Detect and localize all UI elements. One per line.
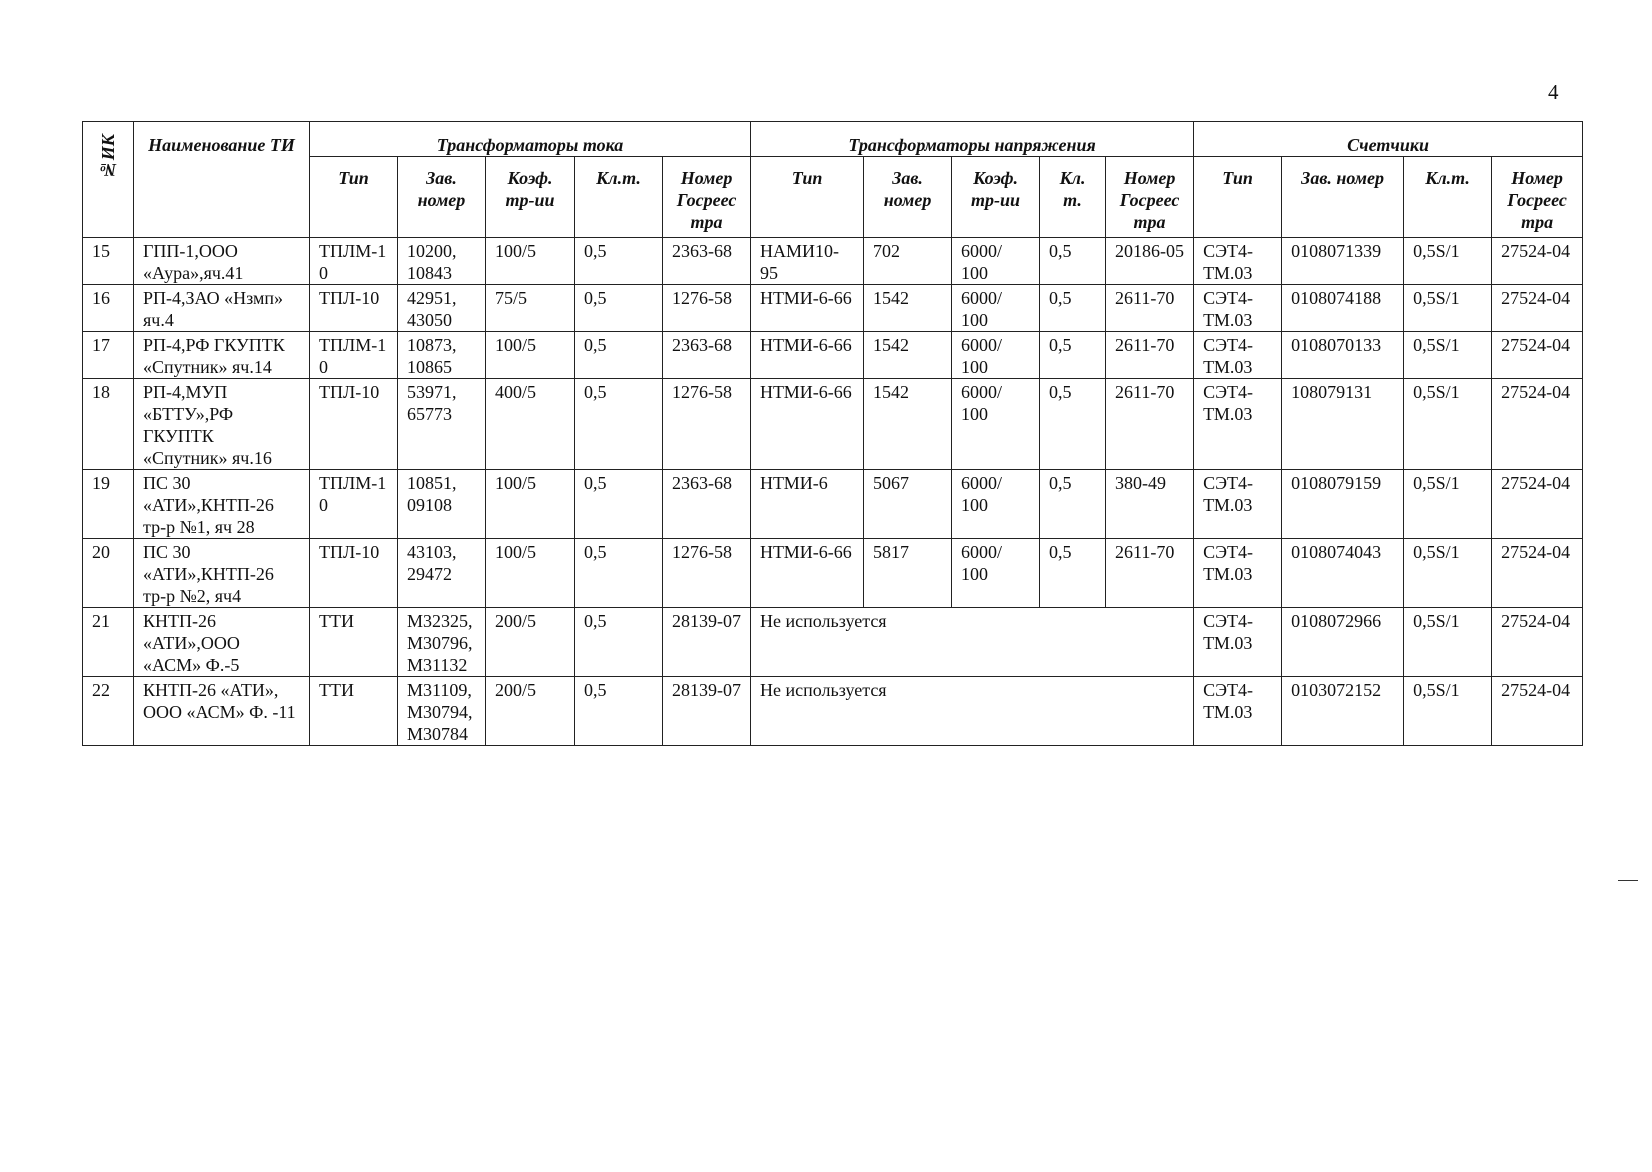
cell-tn-registry: 2611-70 xyxy=(1106,285,1194,332)
header-meter-class: Кл.т. xyxy=(1404,157,1492,238)
header-tn-class: Кл. т. xyxy=(1040,157,1106,238)
cell-meter-serial: 108079131 xyxy=(1282,379,1404,470)
cell-tt-ratio: 100/5 xyxy=(486,332,575,379)
cell-meter-class: 0,5S/1 xyxy=(1404,379,1492,470)
cell-nik: 22 xyxy=(83,677,134,746)
edge-mark xyxy=(1618,880,1638,881)
page-number: 4 xyxy=(1548,80,1559,104)
cell-nik: 18 xyxy=(83,379,134,470)
cell-tn-serial: 5817 xyxy=(864,539,952,608)
cell-tt-registry: 2363-68 xyxy=(663,332,751,379)
cell-nik: 15 xyxy=(83,238,134,285)
cell-meter-serial: 0108070133 xyxy=(1282,332,1404,379)
cell-meter-registry: 27524-04 xyxy=(1492,285,1583,332)
cell-meter-type: СЭТ4-ТМ.03 xyxy=(1194,238,1282,285)
cell-tt-class: 0,5 xyxy=(575,238,663,285)
cell-nik: 21 xyxy=(83,608,134,677)
cell-meter-type: СЭТ4-ТМ.03 xyxy=(1194,332,1282,379)
cell-meter-registry: 27524-04 xyxy=(1492,238,1583,285)
cell-nik: 19 xyxy=(83,470,134,539)
header-tn-type: Тип xyxy=(751,157,864,238)
cell-meter-class: 0,5S/1 xyxy=(1404,238,1492,285)
cell-meter-type: СЭТ4-ТМ.03 xyxy=(1194,677,1282,746)
cell-meter-type: СЭТ4-ТМ.03 xyxy=(1194,379,1282,470)
header-name: Наименование ТИ xyxy=(134,122,310,238)
cell-tn-ratio: 6000/ 100 xyxy=(952,379,1040,470)
cell-meter-registry: 27524-04 xyxy=(1492,332,1583,379)
header-meter-type: Тип xyxy=(1194,157,1282,238)
table-row xyxy=(83,238,1583,285)
table-row xyxy=(83,608,1583,677)
cell-meter-serial: 0108074188 xyxy=(1282,285,1404,332)
cell-meter-registry: 27524-04 xyxy=(1492,539,1583,608)
cell-tn-class: 0,5 xyxy=(1040,332,1106,379)
cell-tn-type: НТМИ-6-66 xyxy=(751,539,864,608)
cell-tt-ratio: 200/5 xyxy=(486,677,575,746)
cell-meter-serial: 0108074043 xyxy=(1282,539,1404,608)
cell-tt-class: 0,5 xyxy=(575,379,663,470)
cell-meter-serial: 0108071339 xyxy=(1282,238,1404,285)
header-group-meters: Счетчики xyxy=(1194,122,1583,157)
cell-tt-ratio: 200/5 xyxy=(486,608,575,677)
header-row-groups xyxy=(83,122,1583,157)
cell-tt-type: ТПЛМ-10 xyxy=(310,470,398,539)
cell-tn-not-used: Не используется xyxy=(751,677,1194,746)
cell-tn-not-used: Не используется xyxy=(751,608,1194,677)
cell-tn-class: 0,5 xyxy=(1040,470,1106,539)
cell-meter-type: СЭТ4-ТМ.03 xyxy=(1194,285,1282,332)
header-tt-serial: Зав. номер xyxy=(398,157,486,238)
header-group-voltage-transformers: Трансформаторы напряжения xyxy=(751,122,1194,157)
cell-tn-serial: 5067 xyxy=(864,470,952,539)
cell-tt-type: ТТИ xyxy=(310,608,398,677)
cell-meter-class: 0,5S/1 xyxy=(1404,539,1492,608)
cell-tt-class: 0,5 xyxy=(575,608,663,677)
metering-table xyxy=(82,121,1583,746)
cell-meter-serial: 0108079159 xyxy=(1282,470,1404,539)
header-tt-ratio: Коэф. тр-ии xyxy=(486,157,575,238)
cell-tt-registry: 1276-58 xyxy=(663,539,751,608)
cell-meter-serial: 0108072966 xyxy=(1282,608,1404,677)
header-tt-class: Кл.т. xyxy=(575,157,663,238)
cell-tt-type: ТПЛ-10 xyxy=(310,285,398,332)
cell-meter-class: 0,5S/1 xyxy=(1404,608,1492,677)
cell-tt-serial: 53971, 65773 xyxy=(398,379,486,470)
table-row xyxy=(83,285,1583,332)
cell-tt-serial: 10200, 10843 xyxy=(398,238,486,285)
table-row xyxy=(83,379,1583,470)
cell-name: ПС 30 «АТИ»,КНТП-26 тр-р №2, яч4 xyxy=(134,539,310,608)
cell-tt-registry: 28139-07 xyxy=(663,677,751,746)
cell-name: РП-4,ЗАО «Нзмп» яч.4 xyxy=(134,285,310,332)
cell-name: РП-4,РФ ГКУПТК «Спутник» яч.14 xyxy=(134,332,310,379)
cell-nik: 16 xyxy=(83,285,134,332)
table-row xyxy=(83,470,1583,539)
cell-tt-class: 0,5 xyxy=(575,332,663,379)
cell-nik: 20 xyxy=(83,539,134,608)
cell-name: ГПП-1,ООО «Аура»,яч.41 xyxy=(134,238,310,285)
cell-nik: 17 xyxy=(83,332,134,379)
cell-tn-type: НТМИ-6-66 xyxy=(751,285,864,332)
cell-tn-type: НТМИ-6-66 xyxy=(751,332,864,379)
cell-tt-type: ТПЛ-10 xyxy=(310,379,398,470)
cell-tn-registry: 380-49 xyxy=(1106,470,1194,539)
cell-meter-type: СЭТ4-ТМ.03 xyxy=(1194,608,1282,677)
cell-tn-registry: 2611-70 xyxy=(1106,332,1194,379)
header-group-current-transformers: Трансформаторы тока xyxy=(310,122,751,157)
cell-tt-registry: 2363-68 xyxy=(663,470,751,539)
cell-tn-type: НАМИ10-95 xyxy=(751,238,864,285)
cell-tt-class: 0,5 xyxy=(575,470,663,539)
cell-tt-ratio: 100/5 xyxy=(486,238,575,285)
cell-tt-serial: 10851, 09108 xyxy=(398,470,486,539)
cell-tn-ratio: 6000/ 100 xyxy=(952,470,1040,539)
table-row xyxy=(83,539,1583,608)
cell-tt-serial: М31109, М30794, М30784 xyxy=(398,677,486,746)
cell-tt-type: ТПЛМ-10 xyxy=(310,332,398,379)
cell-tt-serial: 43103, 29472 xyxy=(398,539,486,608)
header-meter-registry: Номер Госреес тра xyxy=(1492,157,1583,238)
cell-tt-class: 0,5 xyxy=(575,285,663,332)
cell-tt-ratio: 100/5 xyxy=(486,470,575,539)
cell-tn-ratio: 6000/ 100 xyxy=(952,539,1040,608)
cell-tn-ratio: 6000/ 100 xyxy=(952,332,1040,379)
cell-tt-registry: 28139-07 xyxy=(663,608,751,677)
cell-tn-serial: 1542 xyxy=(864,285,952,332)
cell-tn-class: 0,5 xyxy=(1040,285,1106,332)
cell-tt-serial: М32325, М30796, М31132 xyxy=(398,608,486,677)
cell-meter-type: СЭТ4-ТМ.03 xyxy=(1194,470,1282,539)
cell-tt-serial: 42951, 43050 xyxy=(398,285,486,332)
cell-meter-class: 0,5S/1 xyxy=(1404,285,1492,332)
header-nik: №ИК xyxy=(83,122,134,238)
cell-tn-registry: 2611-70 xyxy=(1106,379,1194,470)
cell-tt-type: ТТИ xyxy=(310,677,398,746)
cell-name: КНТП-26 «АТИ», ООО «АСМ» Ф. -11 xyxy=(134,677,310,746)
table-row xyxy=(83,332,1583,379)
cell-meter-serial: 0103072152 xyxy=(1282,677,1404,746)
cell-tn-type: НТМИ-6 xyxy=(751,470,864,539)
header-meter-serial: Зав. номер xyxy=(1282,157,1404,238)
cell-tt-registry: 2363-68 xyxy=(663,238,751,285)
cell-meter-type: СЭТ4-ТМ.03 xyxy=(1194,539,1282,608)
cell-meter-registry: 27524-04 xyxy=(1492,677,1583,746)
cell-tn-class: 0,5 xyxy=(1040,539,1106,608)
cell-tt-type: ТПЛ-10 xyxy=(310,539,398,608)
cell-tt-type: ТПЛМ-10 xyxy=(310,238,398,285)
cell-tt-class: 0,5 xyxy=(575,677,663,746)
cell-tn-ratio: 6000/ 100 xyxy=(952,285,1040,332)
cell-tn-serial: 702 xyxy=(864,238,952,285)
cell-tt-ratio: 400/5 xyxy=(486,379,575,470)
cell-meter-class: 0,5S/1 xyxy=(1404,677,1492,746)
cell-name: КНТП-26 «АТИ»,ООО «АСМ» Ф.-5 xyxy=(134,608,310,677)
cell-meter-class: 0,5S/1 xyxy=(1404,332,1492,379)
cell-tn-class: 0,5 xyxy=(1040,379,1106,470)
cell-name: ПС 30 «АТИ»,КНТП-26 тр-р №1, яч 28 xyxy=(134,470,310,539)
cell-tt-ratio: 100/5 xyxy=(486,539,575,608)
cell-tn-serial: 1542 xyxy=(864,379,952,470)
cell-tn-class: 0,5 xyxy=(1040,238,1106,285)
cell-tt-serial: 10873, 10865 xyxy=(398,332,486,379)
cell-meter-registry: 27524-04 xyxy=(1492,470,1583,539)
cell-meter-registry: 27524-04 xyxy=(1492,608,1583,677)
cell-name: РП-4,МУП «БТТУ»,РФ ГКУПТК «Спутник» яч.16 xyxy=(134,379,310,470)
cell-meter-class: 0,5S/1 xyxy=(1404,470,1492,539)
header-tn-serial: Зав. номер xyxy=(864,157,952,238)
cell-tt-registry: 1276-58 xyxy=(663,285,751,332)
cell-tn-registry: 2611-70 xyxy=(1106,539,1194,608)
cell-tn-type: НТМИ-6-66 xyxy=(751,379,864,470)
header-tn-registry: Номер Госреес тра xyxy=(1106,157,1194,238)
cell-tt-ratio: 75/5 xyxy=(486,285,575,332)
cell-tn-serial: 1542 xyxy=(864,332,952,379)
header-tn-ratio: Коэф. тр-ии xyxy=(952,157,1040,238)
cell-tt-registry: 1276-58 xyxy=(663,379,751,470)
cell-tn-ratio: 6000/ 100 xyxy=(952,238,1040,285)
header-tt-registry: Номер Госреес тра xyxy=(663,157,751,238)
table-row xyxy=(83,677,1583,746)
cell-tt-class: 0,5 xyxy=(575,539,663,608)
cell-tn-registry: 20186-05 xyxy=(1106,238,1194,285)
header-tt-type: Тип xyxy=(310,157,398,238)
cell-meter-registry: 27524-04 xyxy=(1492,379,1583,470)
